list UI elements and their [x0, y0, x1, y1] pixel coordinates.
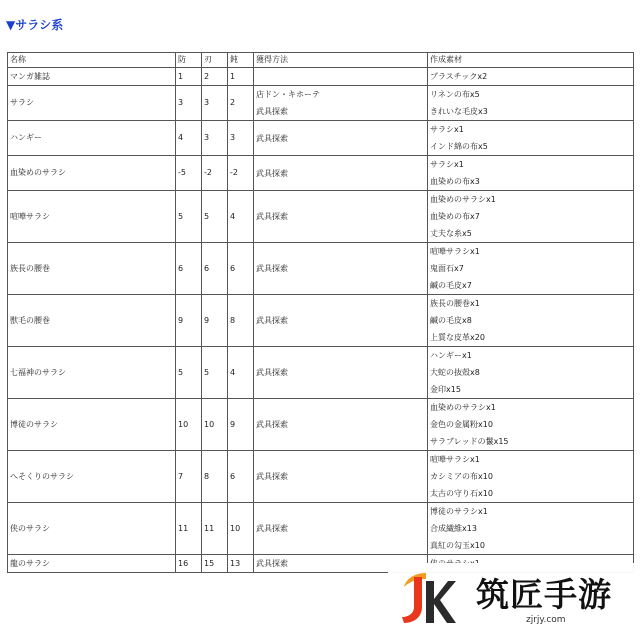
item-defense: 6	[176, 243, 202, 295]
item-defense: 7	[176, 451, 202, 503]
section-title: ▼サラシ系	[6, 18, 64, 32]
item-obtain-method	[254, 68, 428, 86]
item-name: へそくりのサラシ	[8, 451, 176, 503]
item-blunt: 6	[228, 243, 254, 295]
item-obtain-method-line: 武具探索	[256, 107, 288, 116]
item-defense: -5	[176, 156, 202, 191]
item-defense: 3	[176, 86, 202, 121]
item-blunt: 9	[228, 399, 254, 451]
item-defense: 10	[176, 399, 202, 451]
item-materials	[428, 295, 634, 347]
item-obtain-method-line: 武具探索	[256, 212, 288, 221]
header-defense: 防	[176, 53, 202, 68]
item-materials-line: 血染めの布x3	[430, 177, 480, 186]
item-materials	[428, 156, 634, 191]
table-row	[8, 191, 634, 243]
table-row	[8, 68, 634, 86]
item-blade: -2	[202, 156, 228, 191]
item-blade: 5	[202, 191, 228, 243]
item-materials-line: サラシx1	[430, 160, 464, 169]
watermark-url: zjrjy.com	[526, 615, 566, 625]
item-defense: 1	[176, 68, 202, 86]
item-materials	[428, 347, 634, 399]
item-name: ハンギー	[8, 121, 176, 156]
item-materials-line: インド綿の布x5	[430, 142, 488, 151]
item-materials	[428, 399, 634, 451]
item-name: 族長の腰巻	[8, 243, 176, 295]
item-materials-line: 丈夫な糸x5	[430, 229, 472, 238]
item-materials	[428, 503, 634, 555]
item-blunt: -2	[228, 156, 254, 191]
item-obtain-method-line: 武具探索	[256, 133, 288, 143]
item-materials-line: 大蛇の抜殻x8	[430, 368, 480, 377]
item-blade: 3	[202, 121, 228, 156]
item-materials	[428, 121, 634, 156]
item-name: マンガ雑誌	[8, 68, 176, 86]
item-blade: 11	[202, 503, 228, 555]
item-materials-line: 合成繊維x13	[430, 524, 477, 533]
table-row	[8, 451, 634, 503]
item-materials-line: リネンの布x5	[430, 90, 480, 99]
item-obtain-method-line: 武具探索	[256, 168, 288, 178]
item-blade: 9	[202, 295, 228, 347]
item-materials-line: 血染めの布x7	[430, 212, 480, 221]
item-obtain-method	[254, 243, 428, 295]
table-row	[8, 347, 634, 399]
item-name: 侠のサラシ	[8, 503, 176, 555]
item-obtain-method	[254, 399, 428, 451]
item-materials-line: ハンギーx1	[430, 351, 472, 360]
item-materials-line: プラスチックx2	[430, 72, 488, 81]
item-blade: 10	[202, 399, 228, 451]
item-blade: 5	[202, 347, 228, 399]
item-blunt: 1	[228, 68, 254, 86]
item-blade: 2	[202, 68, 228, 86]
item-name: 獣毛の腰巻	[8, 295, 176, 347]
table-header-row	[8, 53, 634, 68]
item-obtain-method-line: 武具探索	[256, 368, 288, 377]
item-blunt: 10	[228, 503, 254, 555]
item-name: 龍のサラシ	[8, 555, 176, 573]
item-defense: 9	[176, 295, 202, 347]
item-materials	[428, 243, 634, 295]
item-materials-line: 血染めのサラシx1	[430, 195, 496, 204]
table-row	[8, 295, 634, 347]
item-blunt: 8	[228, 295, 254, 347]
item-blade: 8	[202, 451, 228, 503]
item-obtain-method	[254, 156, 428, 191]
item-blunt: 3	[228, 121, 254, 156]
item-materials-line: 鹹の毛皮x8	[430, 316, 472, 325]
table-row	[8, 156, 634, 191]
item-obtain-method	[254, 451, 428, 503]
item-materials	[428, 451, 634, 503]
item-materials-line: サラブレッドの鬣x15	[430, 437, 509, 446]
item-name: 血染めのサラシ	[8, 156, 176, 191]
item-blade: 15	[202, 555, 228, 573]
item-materials-line: 真紅の勾玉x10	[430, 541, 485, 550]
item-defense: 5	[176, 347, 202, 399]
header-obtain-method: 獲得方法	[254, 53, 428, 68]
item-materials-line: サラシx1	[430, 125, 464, 134]
item-obtain-method-line: 武具探索	[256, 472, 288, 481]
item-blunt: 13	[228, 555, 254, 573]
item-obtain-method	[254, 347, 428, 399]
item-materials-line: カシミアの布x10	[430, 472, 493, 481]
item-obtain-method-line: 武具探索	[256, 264, 288, 273]
item-materials-line: 上質な皮革x20	[430, 333, 485, 342]
item-obtain-method	[254, 121, 428, 156]
equipment-table	[7, 52, 634, 573]
item-materials-line: 金印x15	[430, 385, 461, 394]
item-defense: 4	[176, 121, 202, 156]
table-row	[8, 121, 634, 156]
item-materials-line: 族長の腰巻x1	[430, 299, 480, 308]
item-name: 七福神のサラシ	[8, 347, 176, 399]
item-obtain-method	[254, 295, 428, 347]
item-name: 博徒のサラシ	[8, 399, 176, 451]
header-materials: 作成素材	[428, 53, 634, 68]
header-blade: 刃	[202, 53, 228, 68]
item-materials-line: 鬼面石x7	[430, 264, 464, 273]
item-obtain-method	[254, 503, 428, 555]
item-defense: 11	[176, 503, 202, 555]
item-name: 喧嘩サラシ	[8, 191, 176, 243]
item-defense: 5	[176, 191, 202, 243]
item-blunt: 4	[228, 347, 254, 399]
watermark	[388, 563, 640, 637]
item-obtain-method-line: 武具探索	[256, 524, 288, 533]
item-blunt: 6	[228, 451, 254, 503]
watermark-name: 筑匠手游	[476, 575, 612, 614]
item-materials-line: 喧嘩サラシx1	[430, 455, 480, 464]
item-materials	[428, 86, 634, 121]
item-name: サラシ	[8, 86, 176, 121]
item-blunt: 4	[228, 191, 254, 243]
item-materials-line: 鹹の毛皮x7	[430, 281, 472, 290]
item-materials-line: 喧嘩サラシx1	[430, 247, 480, 256]
item-materials-line: 太古の守り石x10	[430, 489, 493, 498]
item-obtain-method-line: 店ドン・キホーテ	[256, 90, 320, 99]
item-materials-line: きれいな毛皮x3	[430, 107, 488, 116]
item-blunt: 2	[228, 86, 254, 121]
header-blunt: 鈍	[228, 53, 254, 68]
header-name: 名称	[8, 53, 176, 68]
item-materials-line: 血染めのサラシx1	[430, 403, 496, 412]
table-row	[8, 503, 634, 555]
item-defense: 16	[176, 555, 202, 573]
table-row	[8, 399, 634, 451]
table-row	[8, 243, 634, 295]
jk-logo-icon	[396, 569, 456, 627]
item-obtain-method-line: 武具探索	[256, 559, 288, 568]
item-materials	[428, 68, 634, 86]
item-obtain-method-line: 武具探索	[256, 316, 288, 325]
item-blade: 6	[202, 243, 228, 295]
item-materials	[428, 191, 634, 243]
item-obtain-method	[254, 191, 428, 243]
item-materials-line: 博徒のサラシx1	[430, 507, 488, 516]
item-obtain-method	[254, 86, 428, 121]
item-obtain-method-line: 武具探索	[256, 420, 288, 429]
item-blade: 3	[202, 86, 228, 121]
item-materials-line: 金色の金属粉x10	[430, 420, 493, 429]
table-row	[8, 86, 634, 121]
